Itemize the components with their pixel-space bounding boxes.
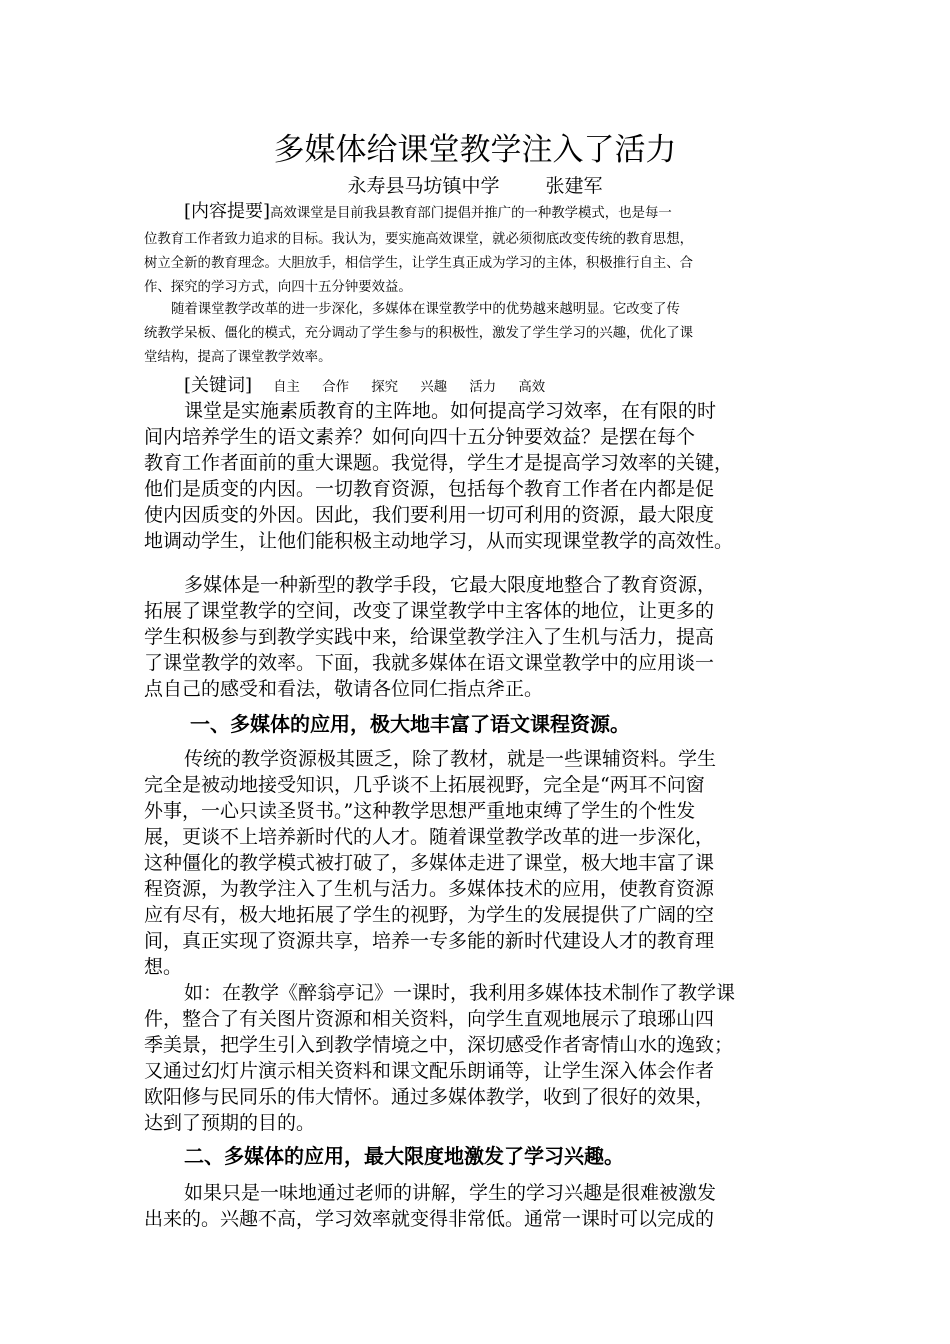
- paragraph-line: 达到了预期的目的。: [144, 1112, 316, 1134]
- paragraph-line: 学生积极参与到教学实践中来，给课堂教学注入了生机与活力，提高: [144, 626, 715, 648]
- section-heading-2: 二、多媒体的应用，最大限度地激发了学习兴趣。: [184, 1144, 624, 1168]
- keyword: 高效: [518, 380, 546, 395]
- paragraph-line: 如：在教学《醉翁亭记》一课时，我利用多媒体技术制作了教学课: [184, 982, 736, 1004]
- paragraph-line: 传统的教学资源极其匮乏，除了教材，就是一些课辅资料。学生: [184, 748, 717, 770]
- author-school: 永寿县马坊镇中学: [347, 175, 500, 197]
- abstract-line: 统教学呆板、僵化的模式，充分调动了学生参与的积极性，激发了学生学习的兴趣，优化了课: [144, 326, 694, 341]
- paragraph-line: 多媒体是一种新型的教学手段，它最大限度地整合了教育资源，: [184, 574, 717, 596]
- paragraph-line: 间内培养学生的语文素养？如何向四十五分钟要效益？是摆在每个: [144, 426, 696, 448]
- paragraph-line: 完全是被动地接受知识，几乎谈不上拓展视野，完全是“两耳不问窗: [144, 774, 705, 796]
- paragraph-line: 季美景，把学生引入到教学情境之中，深切感受作者寄情山水的逸致；: [144, 1034, 734, 1056]
- keywords-label: [关键词]: [184, 375, 253, 396]
- paragraph-line: 展，更谈不上培养新时代的人才。随着课堂教学改革的进一步深化，: [144, 826, 715, 848]
- section-heading-1: 一、多媒体的应用，极大地丰富了语文课程资源。: [190, 712, 630, 736]
- abstract-line: 随着课堂教学改革的进一步深化，多媒体在课堂教学中的优势越来越明显。它改变了传: [171, 302, 680, 317]
- keyword: 探究: [371, 380, 399, 395]
- paragraph-line: 出来的。兴趣不高，学习效率就变得非常低。通常一课时可以完成的: [144, 1208, 715, 1230]
- abstract-label: [内容提要]: [184, 201, 271, 222]
- keyword: 合作: [322, 380, 349, 395]
- paragraph-line: 教育工作者面前的重大课题。我觉得，学生才是提高学习效率的关键，: [144, 452, 734, 474]
- paragraph-line: 程资源，为教学注入了生机与活力。多媒体技术的应用，使教育资源: [144, 878, 715, 900]
- paragraph-line: 如果只是一味地通过老师的讲解，学生的学习兴趣是很难被激发: [184, 1182, 717, 1204]
- paragraph-line: 点自己的感受和看法，敬请各位同仁指点斧正。: [144, 678, 544, 700]
- paragraph-line: 间，真正实现了资源共享，培养一专多能的新时代建设人才的教育理: [144, 930, 715, 952]
- abstract-line: 树立全新的教育理念。大胆放手，相信学生，让学生真正成为学习的主体，积极推行自主、合: [144, 256, 694, 271]
- paragraph-line: 外事，一心只读圣贤书。”这种教学思想严重地束缚了学生的个性发: [144, 800, 696, 822]
- paragraph-line: 地调动学生，让他们能积极主动地学习，从而实现课堂教学的高效性。: [144, 530, 734, 552]
- paragraph-line: 想。: [144, 956, 183, 978]
- paragraph-line: 欧阳修与民同乐的伟大情怀。通过多媒体教学，收到了很好的效果，: [144, 1086, 715, 1108]
- paragraph-line: 了课堂教学的效率。下面，我就多媒体在语文课堂教学中的应用谈一: [144, 652, 715, 674]
- paragraph-line: 件，整合了有关图片资源和相关资料，向学生直观地展示了琅琊山四: [144, 1008, 715, 1030]
- paragraph-line: 这种僵化的教学模式被打破了，多媒体走进了课堂，极大地丰富了课: [144, 852, 715, 874]
- paragraph-line: 他们是质变的内因。一切教育资源，包括每个教育工作者在内都是促: [144, 478, 715, 500]
- paragraph-line: 又通过幻灯片演示相关资料和课文配乐朗诵等，让学生深入体会作者: [144, 1060, 715, 1082]
- paragraph-line: 课堂是实施素质教育的主阵地。如何提高学习效率，在有限的时: [184, 400, 717, 422]
- paragraph-line: 使内因质变的外因。因此，我们要利用一切可利用的资源，最大限度: [144, 504, 715, 526]
- keyword: 自主: [273, 380, 300, 395]
- abstract-line: [内容提要]高效课堂是目前我县教育部门提倡并推广的一种教学模式，也是每一: [184, 201, 672, 222]
- paragraph-line: 应有尽有，极大地拓展了学生的视野，为学生的发展提供了广阔的空: [144, 904, 715, 926]
- author-name: 张建军: [545, 175, 603, 197]
- page-title: 多媒体给课堂教学注入了活力: [273, 132, 677, 168]
- paragraph-line: 拓展了课堂教学的空间，改变了课堂教学中主客体的地位，让更多的: [144, 600, 715, 622]
- keywords-line: [184, 374, 864, 398]
- author-line: [0, 174, 950, 198]
- abstract-line: 作、探究的学习方式，向四十五分钟要效益。: [144, 280, 412, 295]
- keyword: 兴趣: [420, 380, 448, 395]
- abstract-line: 堂结构，提高了课堂教学效率。: [144, 350, 332, 365]
- keyword: 活力: [469, 380, 497, 395]
- abstract-line: 位教育工作者致力追求的目标。我认为，要实施高效课堂，就必须彻底改变传统的教育思想，: [144, 232, 694, 247]
